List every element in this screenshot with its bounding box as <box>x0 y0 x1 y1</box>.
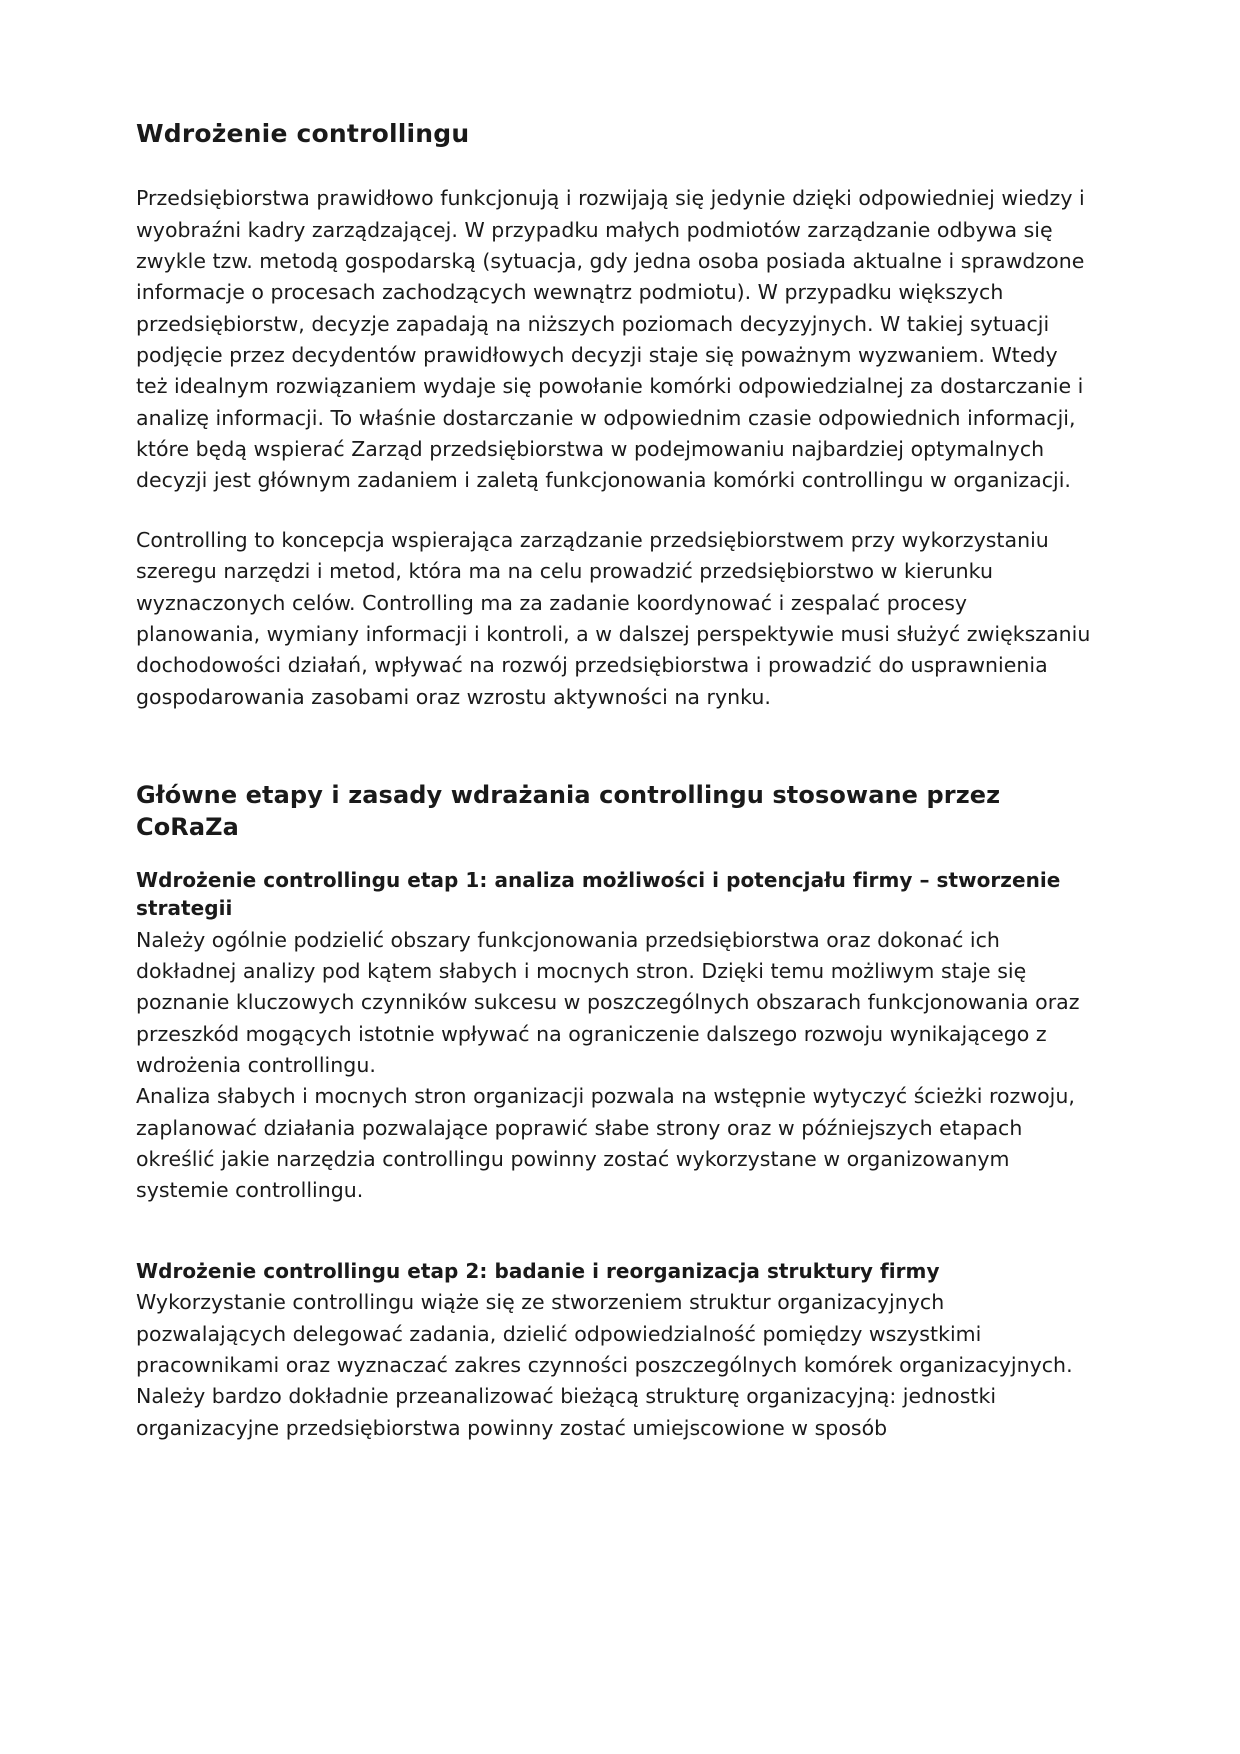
stage-1-paragraph-2: Analiza słabych i mocnych stron organizacji pozwala na wstępnie wytyczyć ścieżki rozwoju, zaplanować działania pozwalające poprawić słabe strony oraz w późniejszych etapach określić jakie narzędzia controllingu powinny zostać wykorzystane w organizowanym systemie controllingu. <box>136 1084 1075 1203</box>
stage-spacer <box>136 1235 1092 1257</box>
stage-1-paragraph-1: Należy ogólnie podzielić obszary funkcjonowania przedsiębiorstwa oraz dokonać ich dokładnej analizy pod kątem słabych i mocnych stron. Dzięki temu możliwym staje się poznanie kluczowych czynników sukcesu w poszczególnych obszarach funkcjonowania oraz przeszkód mogących istotnie wpływać na ograniczenie dalszego rozwoju wynikającego z wdrożenia controllingu. <box>136 927 1080 1077</box>
section-spacer <box>136 741 1092 779</box>
stage-1-heading: Wdrożenie controllingu etap 1: analiza możliwości i potencjału firmy – stworzenie strategii <box>136 867 1061 921</box>
section-heading: Główne etapy i zasady wdrażania controllingu stosowane przez CoRaZa <box>136 781 1001 842</box>
intro-paragraph-2: Controlling to koncepcja wspierająca zarządzanie przedsiębiorstwem przy wykorzystaniu szeregu narzędzi i metod, która ma na celu prowadzić przedsiębiorstwo w kierunku wyznaczonych celów. Controlling ma za zadanie koordynować i zespalać procesy planowania, wymiany informacji i kontroli, a w dalszej perspektywie musi służyć zwiększaniu dochodowości działań, wpływać na rozwój przedsiębiorstwa i prowadzić do usprawnienia gospodarowania zasobami oraz wzrostu aktywności na rynku. <box>136 527 1091 709</box>
page-title: Wdrożenie controllingu <box>136 119 470 148</box>
intro-paragraph-1: Przedsiębiorstwa prawidłowo funkcjonują i rozwijają się jedynie dzięki odpowiedniej wiedzy i wyobraźni kadry zarządzającej. W przypadku małych podmiotów zarządzanie odbywa się zwykle tzw. metodą gospodarską (sytuacja, gdy jedna osoba posiada aktualne i sprawdzone informacje o procesach zachodzących wewnątrz podmiotu). W przypadku większych przedsiębiorstw, decyzje zapadają na niższych poziomach decyzyjnych. W takiej sytuacji podjęcie przez decydentów prawidłowych decyzji staje się poważnym wyzwaniem. Wtedy też idealnym rozwiązaniem wydaje się powołanie komórki odpowiedzialnej za dostarczanie i analizę informacji. To właśnie dostarczanie w odpowiednim czasie odpowiednich informacji, które będą wspierać Zarząd przedsiębiorstwa w podejmowaniu najbardziej optymalnych decyzji jest głównym zadaniem i zaletą funkcjonowania komórki controllingu w organizacji. <box>136 186 1085 493</box>
stage-2-heading: Wdrożenie controllingu etap 2: badanie i reorganizacja struktury firmy <box>136 1258 940 1283</box>
stage-2-paragraph-2: Należy bardzo dokładnie przeanalizować bieżącą strukturę organizacyjną: jednostki organizacyjne przedsiębiorstwa powinny zostać umiejscowione w sposób <box>136 1384 997 1440</box>
stage-2-paragraph-1: Wykorzystanie controllingu wiąże się ze stworzeniem struktur organizacyjnych pozwalających delegować zadania, dzielić odpowiedzialność pomiędzy wszystkimi pracownikami oraz wyznaczać zakres czynności poszczególnych komórek organizacyjnych. <box>136 1290 1073 1377</box>
